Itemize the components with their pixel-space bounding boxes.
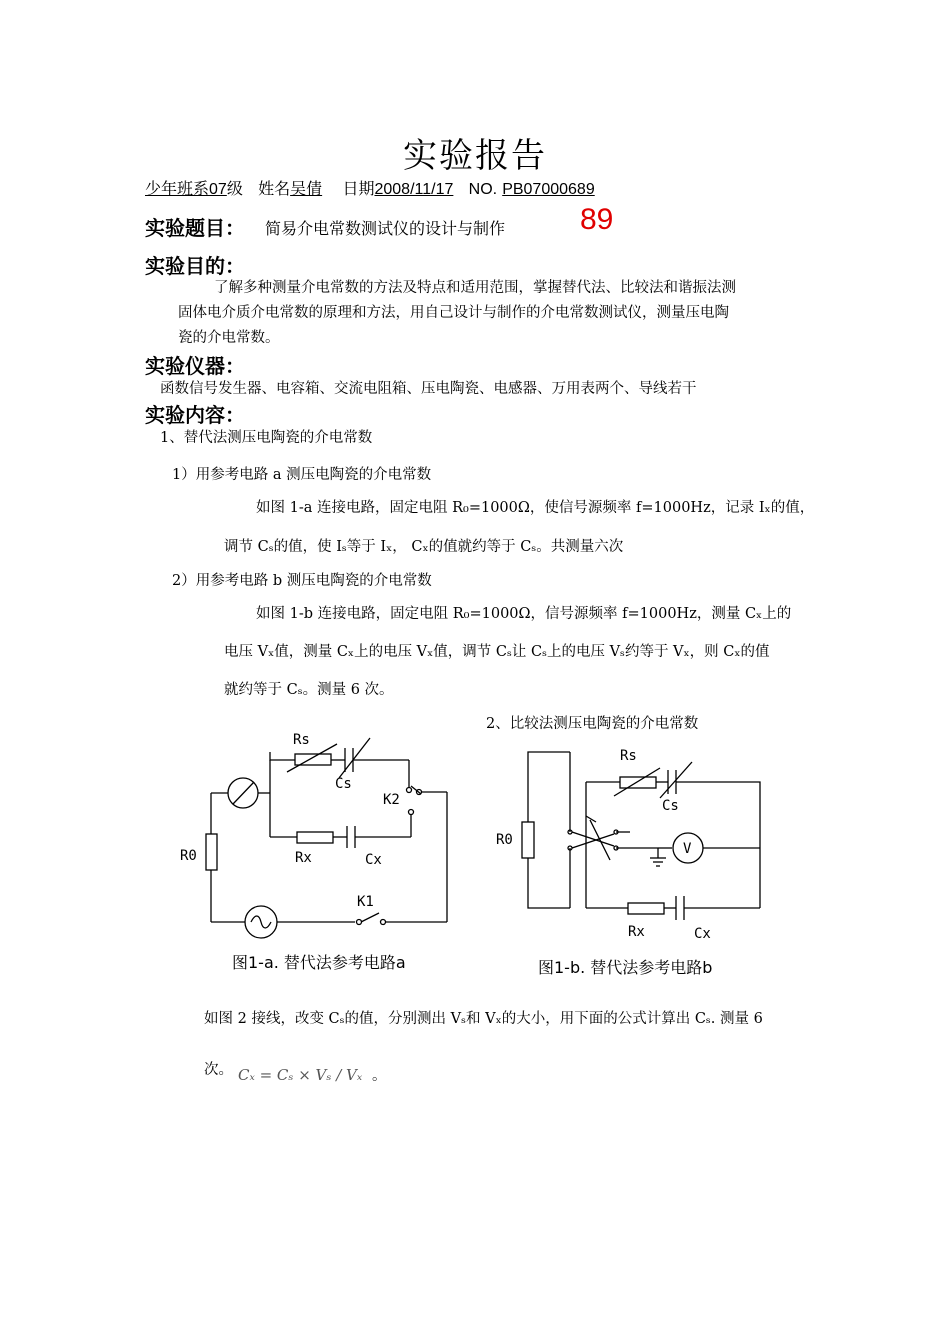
item-1: 1、替代法测压电陶瓷的介电常数	[160, 430, 373, 446]
item-2: 2、比较法测压电陶瓷的介电常数	[486, 716, 699, 732]
label-rs: Rs	[620, 748, 637, 764]
header-info	[145, 176, 595, 199]
sub-1: 1）用参考电路 a 测压电陶瓷的介电常数	[172, 467, 432, 483]
instruments-text: 函数信号发生器、电容箱、交流电阻箱、压电陶瓷、电感器、万用表两个、导线若干	[160, 381, 697, 397]
resistor-r0	[206, 834, 217, 870]
no-value: PB07000689	[502, 181, 595, 198]
para2-line-1: 如图 2 接线，改变 Cₛ的值，分别测出 Vₛ和 Vₓ的大小，用下面的公式计算出 Cₛ. 测量 6	[204, 1011, 763, 1027]
figure-1b-caption: 图1-b. 替代法参考电路b	[538, 958, 713, 977]
label-r0: R0	[496, 832, 513, 848]
label-v: V	[683, 841, 692, 857]
sub2-para-2: 电压 Vₓ值，测量 Cₓ上的电压 Vₓ值，调节 Cₛ让 Cₛ上的电压 Vₛ约等于 Vₓ，则 Cₓ的值	[224, 644, 770, 660]
label-cx: Cx	[694, 926, 711, 942]
sub1-para-1: 如图 1-a 连接电路，固定电阻 R₀=1000Ω，使信号源频率 f=1000Hz，记录 Iₓ的值，	[256, 500, 815, 516]
resistor-rs	[620, 777, 656, 788]
dept-label: 少年班系	[145, 179, 210, 198]
name-label: 姓名	[258, 179, 291, 198]
label-cs: Cs	[662, 798, 679, 814]
switch-arm	[572, 832, 614, 846]
label-cs: Cs	[335, 776, 352, 792]
figure-1a-caption: 图1-a. 替代法参考电路a	[232, 953, 406, 972]
label-k1: K1	[357, 894, 374, 910]
formula: Cₓ = Cₛ × Vₛ / Vₓ	[238, 1066, 363, 1084]
resistor-rx	[628, 903, 664, 914]
topic-heading: 实验题目：	[145, 216, 245, 240]
label-cx: Cx	[365, 852, 382, 868]
sub1-para-2: 调节 Cₛ的值，使 Iₛ等于 Iₓ， Cₓ的值就约等于 Cₛ。共测量六次	[224, 539, 624, 555]
date-label: 日期	[342, 179, 375, 198]
student-name: 吴倩	[290, 179, 323, 198]
formula-end: 。	[372, 1068, 387, 1084]
page-title: 实验报告	[403, 136, 547, 176]
label-r0: R0	[180, 848, 197, 864]
content-heading: 实验内容：	[145, 403, 245, 427]
topic-text: 简易介电常数测试仪的设计与制作	[265, 219, 506, 238]
score: 89	[580, 203, 614, 236]
resistor-r0	[522, 822, 534, 858]
sub-2: 2）用参考电路 b 测压电陶瓷的介电常数	[172, 573, 432, 589]
purpose-line-1: 了解多种测量介电常数的方法及特点和适用范围，掌握替代法、比较法和谐振法测	[214, 280, 736, 296]
label-rx: Rx	[628, 924, 645, 940]
purpose-line-2: 固体电介质介电常数的原理和方法，用自己设计与制作的介电常数测试仪，测量压电陶	[178, 305, 729, 321]
para2-line-2: 次。	[204, 1062, 233, 1078]
label-rx: Rx	[295, 850, 312, 866]
label-rs: Rs	[293, 732, 310, 748]
resistor-rx	[297, 832, 333, 843]
purpose-heading: 实验目的：	[145, 254, 245, 278]
instruments-heading: 实验仪器：	[145, 354, 245, 378]
sub2-para-1: 如图 1-b 连接电路，固定电阻 R₀=1000Ω，信号源频率 f=1000Hz，测量 Cₓ上的	[256, 606, 792, 622]
label-k2: K2	[383, 792, 400, 808]
sub2-para-3: 就约等于 Cₛ。测量 6 次。	[224, 682, 394, 698]
resistor-rs	[295, 754, 331, 765]
no-label: NO.	[468, 181, 498, 198]
switch-k1	[361, 913, 379, 922]
figure-1b-circuit	[490, 740, 780, 970]
grade: 07	[209, 181, 227, 198]
grade-suffix: 级	[226, 179, 243, 198]
figure-1a-circuit	[175, 722, 460, 982]
purpose-line-3: 瓷的介电常数。	[178, 330, 280, 346]
date-value: 2008/11/17	[374, 181, 454, 198]
wire	[270, 752, 295, 760]
